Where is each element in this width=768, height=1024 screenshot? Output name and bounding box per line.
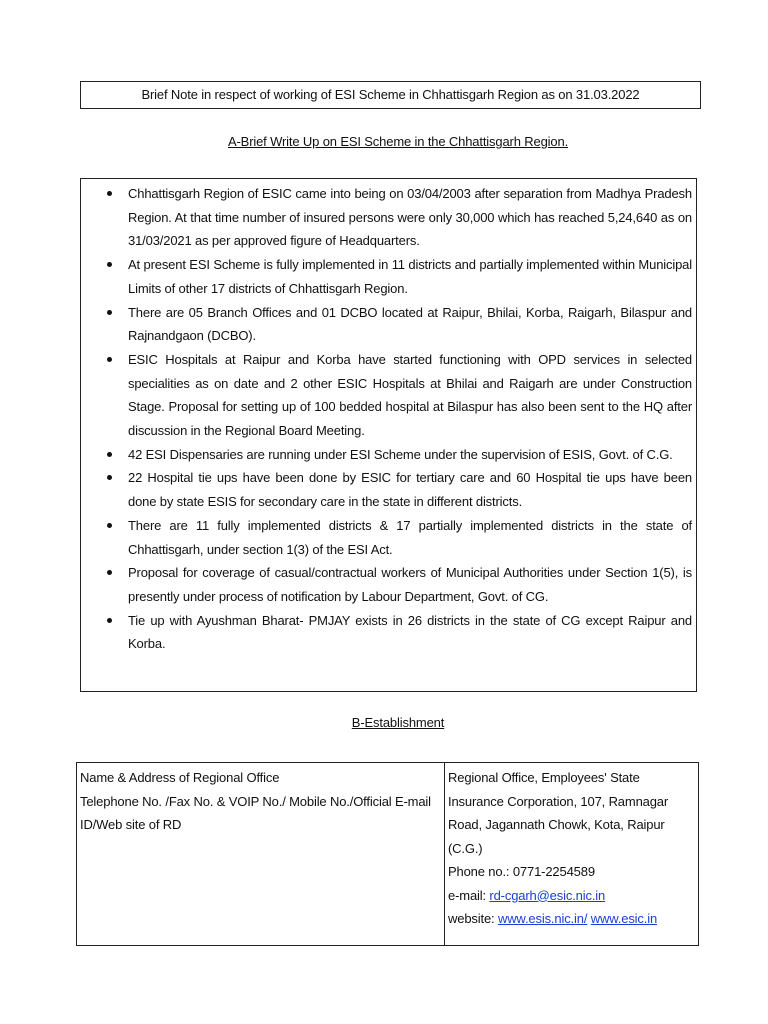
bullet-item <box>128 348 692 443</box>
label-cell <box>77 763 445 946</box>
bullet-text: There are 05 Branch Offices and 01 DCBO located at Raipur, Bhilai, Korba, Raigarh, Bilaspur and Rajnandgaon (DCBO). <box>128 304 692 344</box>
section-a-bullet-box <box>80 178 697 692</box>
bullet-dot-icon <box>107 452 112 457</box>
bullet-text: Tie up with Ayushman Bharat- PMJAY exists in 26 districts in the state of CG except Raipur and Korba. <box>128 612 692 652</box>
bullet-item <box>128 443 692 467</box>
bullet-item <box>128 182 692 253</box>
bullet-dot-icon <box>107 618 112 623</box>
bullet-dot-icon <box>107 523 112 528</box>
office-address: Regional Office, Employees' State Insurance Corporation, 107, Ramnagar Road, Jagannath Chowk, Kota, Raipur (C.G.) <box>448 770 669 856</box>
label-name-address: Name & Address of Regional Office <box>80 770 280 785</box>
bullet-dot-icon <box>107 262 112 267</box>
bullet-text: At present ESI Scheme is fully implemented in 11 districts and partially implemented within Municipal Limits of other 17 districts of Chhattisgarh Region. <box>128 257 692 296</box>
bullet-dot-icon <box>107 357 112 362</box>
bullet-dot-icon <box>107 191 112 196</box>
bullet-item <box>128 561 692 608</box>
document-title: Brief Note in respect of working of ESI Scheme in Chhattisgarh Region as on 31.03.2022 <box>141 87 640 102</box>
email-link[interactable]: rd-cgarh@esic.nic.in <box>489 887 606 903</box>
bullet-text: 42 ESI Dispensaries are running under ESI Scheme under the supervision of ESIS, Govt. of C.G. <box>128 446 673 462</box>
bullet-item <box>128 466 692 513</box>
bullet-item <box>128 301 692 348</box>
document-title-box <box>80 81 701 109</box>
website-label: website: <box>448 911 498 926</box>
bullet-text: ESIC Hospitals at Raipur and Korba have started functioning with OPD services in selected specialities as on date and 2 other ESIC Hospitals at Bhilai and Raigarh are under Construction Stage. Proposal for setting up of 100 bedded hospital at Bilaspur has also been sent to the HQ after discussion in the Regional Board Meeting. <box>128 351 692 439</box>
bullet-text: There are 11 fully implemented districts & 17 partially implemented districts in the state of Chhattisgarh, under section 1(3) of the ESI Act. <box>128 517 692 557</box>
phone-number: Phone no.: 0771-2254589 <box>448 864 595 879</box>
bullet-item <box>128 253 692 300</box>
establishment-table <box>76 762 699 946</box>
bullet-list <box>81 179 696 656</box>
label-contact: Telephone No. /Fax No. & VOIP No./ Mobile No./Official E-mail ID/Web site of RD <box>80 793 431 832</box>
website-link-esis[interactable]: www.esis.nic.in/ <box>497 911 588 926</box>
bullet-dot-icon <box>107 310 112 315</box>
bullet-text: Chhattisgarh Region of ESIC came into being on 03/04/2003 after separation from Madhya Pradesh Region. At that time number of insured persons were only 30,000 which has reached 5,24,640 as on 31/03/2021 as per approved figure of Headquarters. <box>128 186 692 249</box>
table-row <box>77 763 699 946</box>
bullet-text: 22 Hospital tie ups have been done by ESIC for tertiary care and 60 Hospital tie ups have been done by state ESIS for secondary care in the state in different districts. <box>128 470 692 510</box>
bullet-item <box>128 609 692 656</box>
bullet-item <box>128 514 692 561</box>
website-link-esic[interactable]: www.esic.in <box>590 911 658 926</box>
value-cell <box>445 763 699 946</box>
section-a-heading: A-Brief Write Up on ESI Scheme in the Chhattisgarh Region. <box>227 134 569 149</box>
bullet-dot-icon <box>107 570 112 575</box>
bullet-dot-icon <box>107 475 112 480</box>
section-b-heading: B-Establishment <box>351 715 445 730</box>
bullet-text: Proposal for coverage of casual/contractual workers of Municipal Authorities under Section 1(5), is presently under process of notification by Labour Department, Govt. of CG. <box>128 565 692 604</box>
email-label: e-mail: <box>448 887 490 903</box>
